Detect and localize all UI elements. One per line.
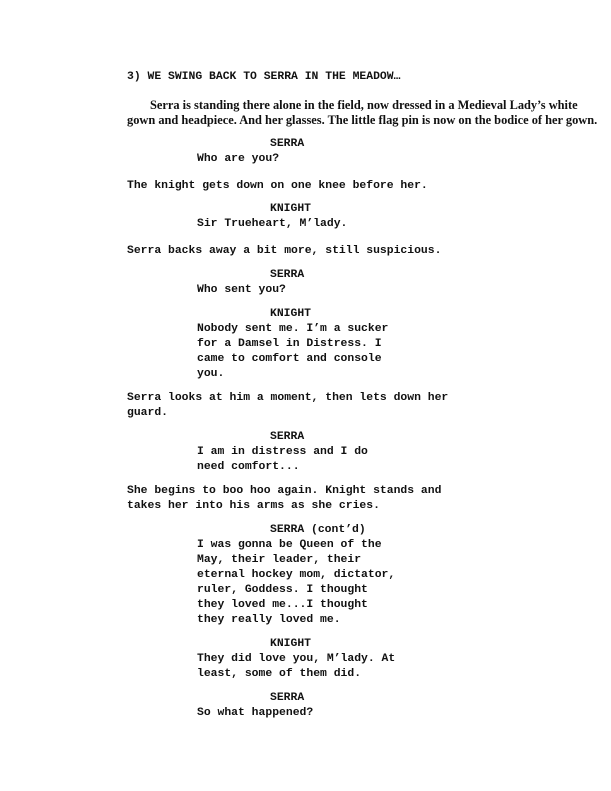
- dialogue-line: May, their leader, their: [197, 554, 362, 566]
- dialogue-line: I was gonna be Queen of the: [197, 539, 382, 551]
- character-name: KNIGHT: [270, 203, 312, 215]
- dialogue-line: Who sent you?: [197, 284, 286, 296]
- character-name: SERRA (cont’d): [270, 524, 366, 536]
- dialogue-line: ruler, Goddess. I thought: [197, 584, 368, 596]
- dialogue-line: eternal hockey mom, dictator,: [197, 569, 396, 581]
- action-line: takes her into his arms as she cries.: [127, 500, 380, 512]
- action-line: Serra looks at him a moment, then lets down her: [127, 392, 449, 404]
- character-name: SERRA: [270, 692, 305, 704]
- dialogue-line: they really loved me.: [197, 614, 341, 626]
- dialogue-line: least, some of them did.: [197, 668, 362, 680]
- dialogue-line: They did love you, M’lady. At: [197, 653, 396, 665]
- intro-action-line-2: gown and headpiece. And her glasses. The little flag pin is now on the bodice of her gown.: [127, 113, 598, 127]
- action-line: She begins to boo hoo again. Knight stands and: [127, 485, 442, 497]
- action-line: Serra backs away a bit more, still suspicious.: [127, 245, 442, 257]
- action-line: guard.: [127, 407, 169, 419]
- intro-action-line-1: Serra is standing there alone in the field, now dressed in a Medieval Lady’s white: [150, 98, 578, 112]
- character-name: KNIGHT: [270, 308, 312, 320]
- dialogue-line: they loved me...I thought: [197, 599, 368, 611]
- action-line: The knight gets down on one knee before her.: [127, 180, 428, 192]
- character-name: SERRA: [270, 269, 305, 281]
- scene-heading: 3) WE SWING BACK TO SERRA IN THE MEADOW…: [127, 71, 401, 83]
- dialogue-line: need comfort...: [197, 461, 300, 473]
- dialogue-line: Nobody sent me. I’m a sucker: [197, 323, 389, 335]
- dialogue-line: I am in distress and I do: [197, 446, 368, 458]
- character-name: SERRA: [270, 138, 305, 150]
- dialogue-line: Who are you?: [197, 153, 280, 165]
- dialogue-line: came to comfort and console: [197, 353, 382, 365]
- dialogue-line: Sir Trueheart, M’lady.: [197, 218, 348, 230]
- dialogue-line: So what happened?: [197, 707, 314, 719]
- character-name: SERRA: [270, 431, 305, 443]
- character-name: KNIGHT: [270, 638, 312, 650]
- dialogue-line: for a Damsel in Distress. I: [197, 338, 382, 350]
- dialogue-line: you.: [197, 368, 225, 380]
